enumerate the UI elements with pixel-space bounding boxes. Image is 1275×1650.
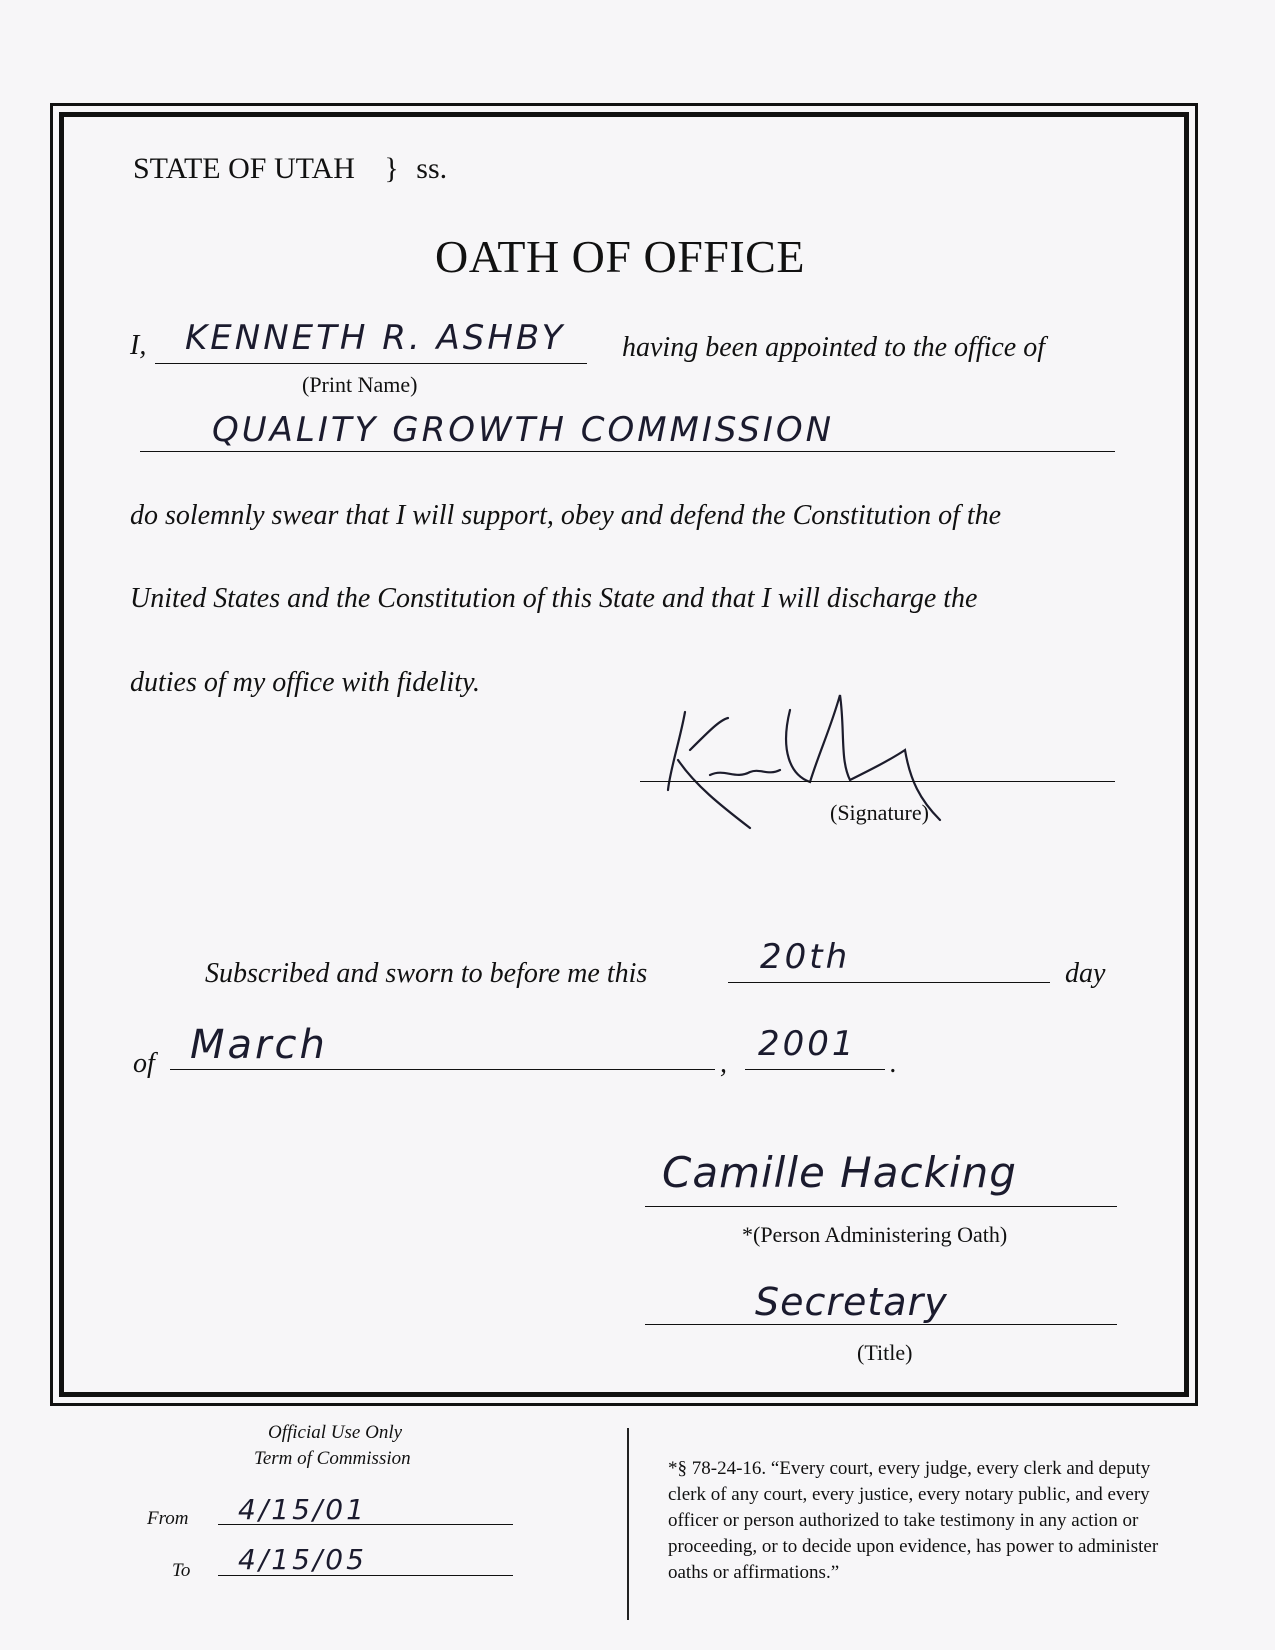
sworn-text: Subscribed and sworn to before me this: [205, 958, 648, 989]
brace: }: [384, 152, 399, 185]
document-title: OATH OF OFFICE: [435, 231, 805, 282]
to-label: To: [172, 1560, 191, 1581]
title-line: [645, 1324, 1117, 1325]
from-value: 4/15/01: [238, 1493, 367, 1526]
day-label: day: [1065, 958, 1106, 989]
office-value: QUALITY GROWTH COMMISSION: [212, 410, 835, 450]
ss-label: ss.: [416, 152, 448, 185]
oath-prefix: I,: [130, 330, 147, 361]
oath-line-2: United States and the Constitution of this State and that I will discharge the: [130, 583, 978, 614]
printed-name-value: KENNETH R. ASHBY: [185, 318, 566, 358]
administrator-line: [645, 1206, 1117, 1207]
from-label: From: [147, 1508, 189, 1529]
comma: ,: [720, 1048, 727, 1079]
state-heading: [133, 152, 447, 186]
statute-footnote: *§ 78-24-16. “Every court, every judge, every clerk and deputy clerk of any court, every justice, every notary public, and every officer or person authorized to take testimony in any action or proceeding, or to decide upon evidence, has power to administer oaths or affirmations.”: [668, 1458, 1159, 1583]
month-value: March: [190, 1022, 328, 1068]
title-caption: (Title): [857, 1340, 913, 1365]
oath-line-1: do solemnly swear that I will support, obey and defend the Constitution of the: [130, 500, 1002, 531]
signature-caption: (Signature): [830, 800, 929, 825]
month-line: [170, 1069, 715, 1070]
administrator-signature: Camille Hacking: [662, 1148, 1017, 1197]
inner-border: [59, 112, 1189, 1397]
of-label: of: [133, 1048, 155, 1079]
oath-line-3: duties of my office with fidelity.: [130, 667, 480, 698]
name-line: [155, 363, 587, 364]
official-use-heading: Official Use Only: [268, 1422, 403, 1443]
appointed-text: having been appointed to the office of: [622, 332, 1046, 363]
year-value: 2001: [758, 1024, 857, 1064]
term-of-commission-heading: Term of Commission: [254, 1448, 411, 1469]
day-value: 20th: [760, 937, 851, 977]
print-name-caption: (Print Name): [302, 372, 418, 397]
signature-line: [640, 781, 1115, 782]
day-line: [728, 982, 1050, 983]
office-line: [140, 451, 1115, 452]
year-line: [745, 1069, 885, 1070]
footer-divider: [627, 1428, 629, 1620]
period: .: [890, 1048, 897, 1079]
to-value: 4/15/05: [238, 1543, 367, 1576]
administrator-caption: *(Person Administering Oath): [742, 1222, 1008, 1247]
state-name: STATE OF UTAH: [133, 152, 355, 185]
title-value: Secretary: [755, 1280, 948, 1324]
